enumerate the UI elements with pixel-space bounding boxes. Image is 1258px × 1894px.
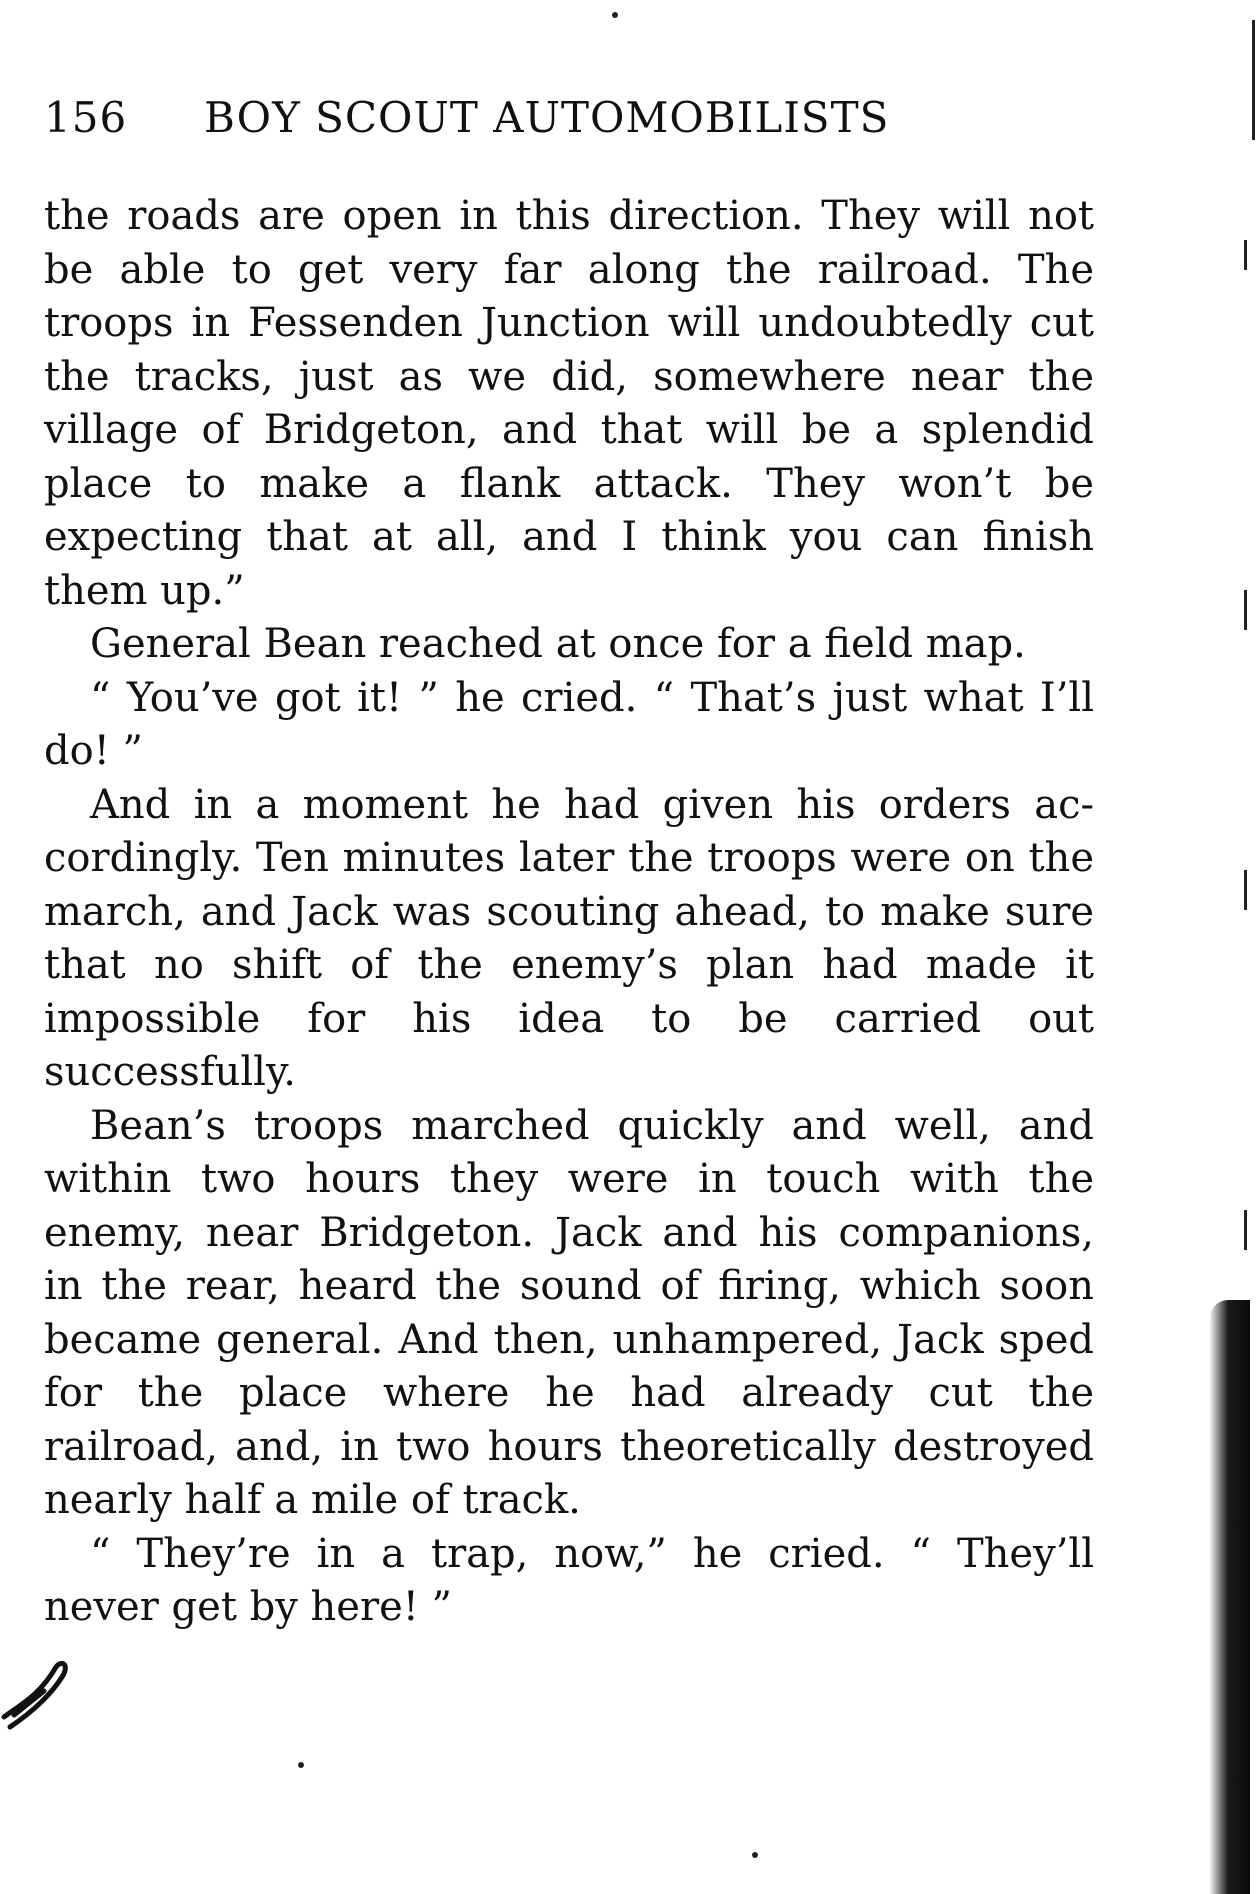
page-number: 156 [44,93,128,142]
edge-mark [1252,20,1255,140]
page-header [44,88,1094,148]
scribble-mark [0,1655,80,1735]
running-title: BOY SCOUT AUTOMOBILISTS [204,93,890,142]
speck [298,1762,304,1768]
edge-mark [1244,240,1247,270]
body-text [44,190,1094,1635]
edge-mark [1244,590,1247,630]
paragraph: the roads are open in this direction. They will not be able to get very far along the railroad. The troops in Fessenden Junction will undoubtedly cut the tracks, just as we did, somewhere near the village of Bridgeton, and that will be a splendid place to make a flank attack. They won’t be expecting that at all, and I think you can finish them up.” [44,193,1094,614]
edge-mark [1244,1210,1247,1250]
speck [752,1852,758,1858]
paragraph: Bean’s troops marched quickly and well, and within two hours they were in touch with the enemy, near Bridgeton. Jack and his companions, in the rear, heard the sound of firing, which soon became general. And then, unhampered, Jack sped for the place where he had already cut the railroad, and, in two hours theoretically destroyed nearly half a mile of track. [44,1102,1094,1523]
speck [612,12,618,18]
edge-mark [1244,870,1247,910]
paragraph: General Bean reached at once for a field map. [90,621,1026,667]
paragraph: “ They’re in a trap, now,” he cried. “ They’ll never get by here! ” [44,1530,1094,1630]
binding-shadow [1210,1300,1250,1894]
paragraph: “ You’ve got it! ” he cried. “ That’s just what I’ll do! ” [44,674,1094,774]
paragraph: And in a moment he had given his orders accordingly. Ten minutes later the troops were on the march, and Jack was scouting ahead, to make sure that no shift of the enemy’s plan had made it impossible for his idea to be carried out successfully. [44,781,1094,1095]
